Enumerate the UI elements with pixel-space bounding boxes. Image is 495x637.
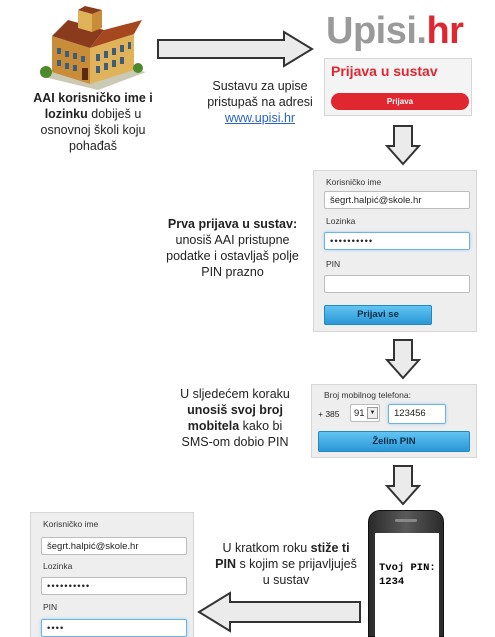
- password-field[interactable]: ••••••••••: [324, 232, 470, 250]
- arrow-right-icon: [156, 30, 316, 73]
- pin-field[interactable]: [324, 275, 470, 293]
- username-label: Korisničko ime: [326, 177, 382, 187]
- logo-text-upisi: Upisi.: [326, 10, 427, 52]
- login-entry-title: Prijava u sustav: [331, 63, 438, 79]
- step4-caption: [172, 386, 298, 450]
- arrow-down-icon: [385, 464, 421, 511]
- username-field[interactable]: šegrt.halpić@skole.hr: [41, 537, 187, 555]
- step5-caption-text-1: U kratkom roku: [222, 541, 311, 555]
- prefix-select[interactable]: [350, 404, 380, 422]
- prefix-value: 91: [354, 408, 365, 419]
- step1-caption-rest: dobiješ u osnovnoj školi koju pohađaš: [40, 107, 146, 153]
- login-entry-button[interactable]: Prijava: [331, 93, 469, 110]
- password-label: Lozinka: [326, 216, 356, 226]
- step3-caption-bold: Prva prijava u sustav:: [167, 217, 298, 231]
- username-field[interactable]: šegrt.halpić@skole.hr: [324, 191, 470, 209]
- phone-screen: [375, 533, 439, 637]
- pin-login-form: [30, 512, 194, 637]
- password-label: Lozinka: [43, 561, 73, 571]
- phone-label: Broj mobilnog telefona:: [324, 390, 411, 400]
- login-entry-panel: [324, 58, 472, 116]
- phone-number-form: [311, 384, 477, 458]
- upisi-logo: [326, 8, 476, 54]
- phone-speaker: [395, 519, 417, 522]
- step5-caption-bold: stiže ti PIN: [215, 541, 350, 571]
- login-submit-button[interactable]: Prijavi se: [324, 305, 432, 325]
- step3-caption: [160, 216, 305, 280]
- username-label: Korisničko ime: [43, 519, 99, 529]
- password-field[interactable]: ••••••••••: [41, 577, 187, 595]
- step5-caption-text-2: s kojim se prijavljuješ u sustav: [235, 557, 357, 587]
- upisi-link[interactable]: www.upisi.hr: [224, 111, 296, 125]
- pin-label: PIN: [43, 602, 58, 612]
- step2-caption: [205, 78, 315, 126]
- arrow-down-icon: [385, 338, 421, 385]
- arrow-down-icon: [385, 124, 421, 171]
- country-code: + 385: [318, 409, 340, 419]
- step3-caption-rest: unosiš AAI pristupne podatke i ostavljaš polje PIN prazno: [166, 233, 299, 279]
- first-login-form: [313, 170, 477, 332]
- phone-number-field[interactable]: 123456: [388, 404, 446, 424]
- school-building-icon: [38, 6, 148, 92]
- sms-pin-line2: 1234: [379, 576, 405, 588]
- request-pin-button[interactable]: Želim PIN: [318, 431, 470, 452]
- step5-caption: [212, 540, 360, 588]
- arrow-left-icon: [196, 590, 362, 637]
- chevron-down-icon[interactable]: ▼: [367, 407, 378, 419]
- pin-label: PIN: [326, 259, 341, 269]
- mobile-phone-icon: [368, 510, 444, 637]
- step4-caption-bold: unosiš svoj broj mobitela: [187, 403, 283, 433]
- pin-field[interactable]: ••••: [41, 619, 187, 637]
- step1-caption: [18, 90, 168, 154]
- sms-pin-line1: Tvoj PIN:: [379, 562, 436, 574]
- logo-text-hr: hr: [426, 10, 464, 52]
- step4-caption-text-1: U sljedećem koraku: [180, 387, 290, 401]
- step4-caption-text-2: kako bi SMS-om dobio PIN: [181, 419, 289, 449]
- step2-caption-text: Sustavu za upise pristupaš na adresi: [207, 79, 313, 109]
- step1-caption-bold: AAI korisničko ime i lozinku: [33, 91, 153, 121]
